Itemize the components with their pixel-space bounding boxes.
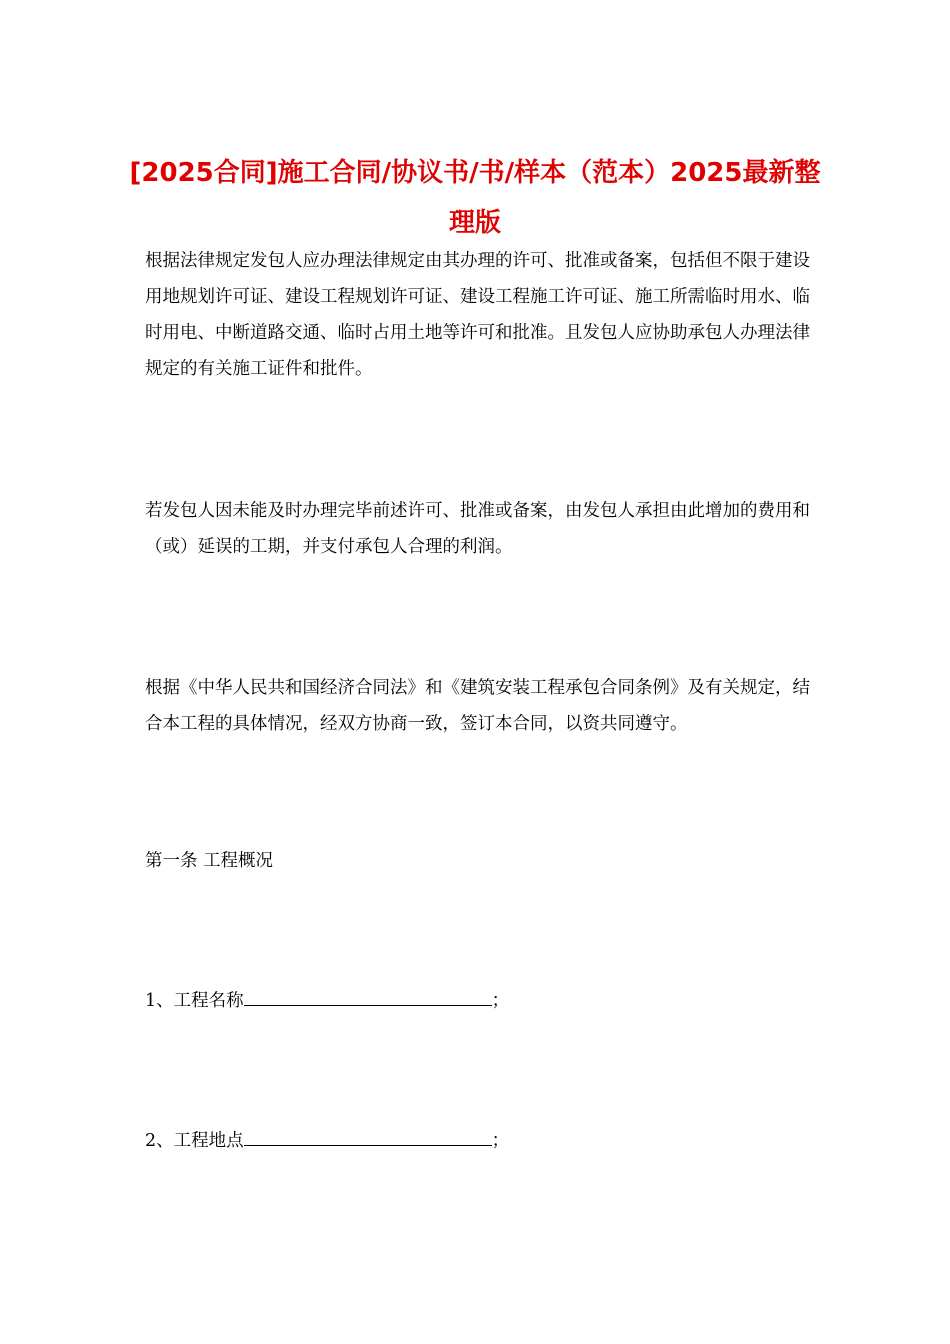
fill-in-blank [244, 985, 492, 1006]
field-suffix: ； [491, 1131, 510, 1151]
section-heading-article-one: 第一条 工程概况 [145, 851, 274, 871]
fill-in-blank [244, 1125, 492, 1146]
paragraph-legal-basis: 根据《中华人民共和国经济合同法》和《建筑安装工程承包合同条例》及有关规定，结合本工程的具体情况，经双方协商一致，签订本合同，以资共同遵守。 [145, 678, 810, 734]
document-title: [2025合同]施工合同/协议书/书/样本（范本）2025最新整理版 [129, 158, 821, 238]
field-suffix: ； [491, 991, 510, 1011]
paragraph-permits: 根据法律规定发包人应办理法律规定由其办理的许可、批准或备案，包括但不限于建设用地规划许可证、建设工程规划许可证、建设工程施工许可证、施工所需临时用水、临时用电、中断道路交通、临时占用土地等许可和批准。且发包人应协助承包人办理法律规定的有关施工证件和批件。 [145, 251, 810, 379]
field-project-location [145, 1123, 810, 1159]
field-label: 2、工程地点 [145, 1131, 244, 1151]
field-project-name [145, 983, 810, 1019]
field-label: 1、工程名称 [145, 991, 244, 1011]
paragraph-delay-costs: 若发包人因未能及时办理完毕前述许可、批准或备案，由发包人承担由此增加的费用和（或）延误的工期，并支付承包人合理的利润。 [145, 501, 810, 557]
